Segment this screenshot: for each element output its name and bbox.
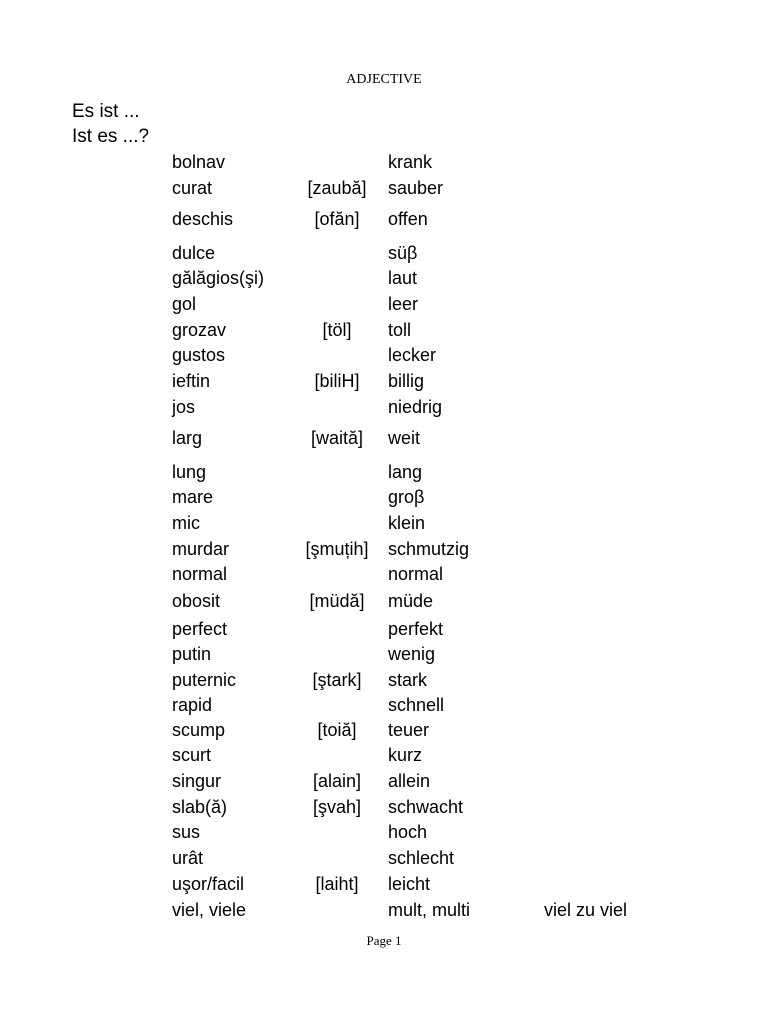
german-word: schmutzig <box>388 539 470 559</box>
vocab-row <box>0 152 768 178</box>
romanian-word: dulce <box>172 243 216 263</box>
vocab-row <box>0 371 768 397</box>
vocab-row <box>0 268 768 294</box>
intro-line-1: Es ist ... <box>72 101 140 122</box>
romanian-word: mic <box>172 513 200 533</box>
pronunciation: [şvah] <box>312 797 362 817</box>
vocab-row <box>0 462 768 488</box>
romanian-word: normal <box>172 564 228 584</box>
romanian-word: sus <box>172 822 201 842</box>
german-word: schwacht <box>388 797 464 817</box>
vocab-row <box>0 619 768 645</box>
vocab-row <box>0 822 768 848</box>
pronunciation: [toiă] <box>317 720 357 740</box>
german-word: süβ <box>388 243 418 263</box>
german-word: groβ <box>388 487 425 507</box>
german-word: mult, multi <box>388 900 471 920</box>
romanian-word: putin <box>172 644 212 664</box>
romanian-word: jos <box>172 397 196 417</box>
romanian-word: scurt <box>172 745 212 765</box>
pronunciation: [biliH] <box>314 371 360 391</box>
german-word: normal <box>388 564 444 584</box>
german-word: schnell <box>388 695 445 715</box>
romanian-word: mare <box>172 487 214 507</box>
vocab-row <box>0 670 768 696</box>
pronunciation: [şmuțih] <box>305 539 369 559</box>
romanian-word: ieftin <box>172 371 211 391</box>
romanian-word: puternic <box>172 670 237 690</box>
romanian-word: deschis <box>172 209 234 229</box>
german-word: teuer <box>388 720 430 740</box>
vocab-row <box>0 294 768 320</box>
romanian-word: singur <box>172 771 222 791</box>
romanian-word: scump <box>172 720 226 740</box>
german-word: laut <box>388 268 418 288</box>
vocab-row <box>0 513 768 539</box>
german-word: perfekt <box>388 619 444 639</box>
romanian-word: lung <box>172 462 207 482</box>
romanian-word: gălăgios(şi) <box>172 268 265 288</box>
vocab-row <box>0 243 768 269</box>
vocab-row <box>0 487 768 513</box>
vocab-row <box>0 591 768 617</box>
german-word: weit <box>388 428 421 448</box>
german-word: klein <box>388 513 426 533</box>
pronunciation: [waită] <box>310 428 364 448</box>
german-word: wenig <box>388 644 436 664</box>
german-word: kurz <box>388 745 423 765</box>
romanian-word: slab(ă) <box>172 797 228 817</box>
romanian-word: grozav <box>172 320 227 340</box>
german-word: allein <box>388 771 431 791</box>
pronunciation: [ofăn] <box>314 209 360 229</box>
german-word: müde <box>388 591 434 611</box>
german-word: toll <box>388 320 412 340</box>
german-word: offen <box>388 209 428 229</box>
romanian-word: perfect <box>172 619 228 639</box>
pronunciation: [töl] <box>322 320 352 340</box>
german-word: billig <box>388 371 425 391</box>
vocab-row <box>0 695 768 721</box>
romanian-word: bolnav <box>172 152 226 172</box>
vocab-row <box>0 209 768 235</box>
romanian-word: curat <box>172 178 213 198</box>
pronunciation: [laiht] <box>315 874 359 894</box>
romanian-word: urât <box>172 848 204 868</box>
german-word: krank <box>388 152 433 172</box>
vocab-row <box>0 397 768 423</box>
romanian-word: gustos <box>172 345 226 365</box>
german-word: niedrig <box>388 397 443 417</box>
vocab-row <box>0 874 768 900</box>
vocab-row <box>0 745 768 771</box>
romanian-word: gol <box>172 294 197 314</box>
german-word: leicht <box>388 874 431 894</box>
vocab-row <box>0 900 768 926</box>
german-word: hoch <box>388 822 428 842</box>
romanian-word: obosit <box>172 591 221 611</box>
vocab-row <box>0 644 768 670</box>
page-header: ADJECTIVE <box>346 72 422 87</box>
romanian-word: murdar <box>172 539 230 559</box>
german-word: schlecht <box>388 848 455 868</box>
vocab-row <box>0 564 768 590</box>
vocab-row <box>0 178 768 204</box>
page-footer: Page 1 <box>366 933 402 948</box>
vocab-row <box>0 720 768 746</box>
extra-note: viel zu viel <box>544 900 628 920</box>
vocab-row <box>0 848 768 874</box>
german-word: sauber <box>388 178 444 198</box>
german-word: lecker <box>388 345 437 365</box>
german-word: lang <box>388 462 423 482</box>
romanian-word: larg <box>172 428 203 448</box>
romanian-word: viel, viele <box>172 900 247 920</box>
romanian-word: rapid <box>172 695 213 715</box>
pronunciation: [ştark] <box>312 670 362 690</box>
vocab-row <box>0 345 768 371</box>
romanian-word: uşor/facil <box>172 874 245 894</box>
vocab-row <box>0 771 768 797</box>
german-word: leer <box>388 294 419 314</box>
vocab-row <box>0 539 768 565</box>
vocab-row <box>0 320 768 346</box>
pronunciation: [zaubă] <box>307 178 367 198</box>
german-word: stark <box>388 670 428 690</box>
vocab-row <box>0 428 768 454</box>
intro-line-2: Ist es ...? <box>72 126 150 147</box>
pronunciation: [müdă] <box>309 591 365 611</box>
pronunciation: [alain] <box>312 771 362 791</box>
vocab-row <box>0 797 768 823</box>
